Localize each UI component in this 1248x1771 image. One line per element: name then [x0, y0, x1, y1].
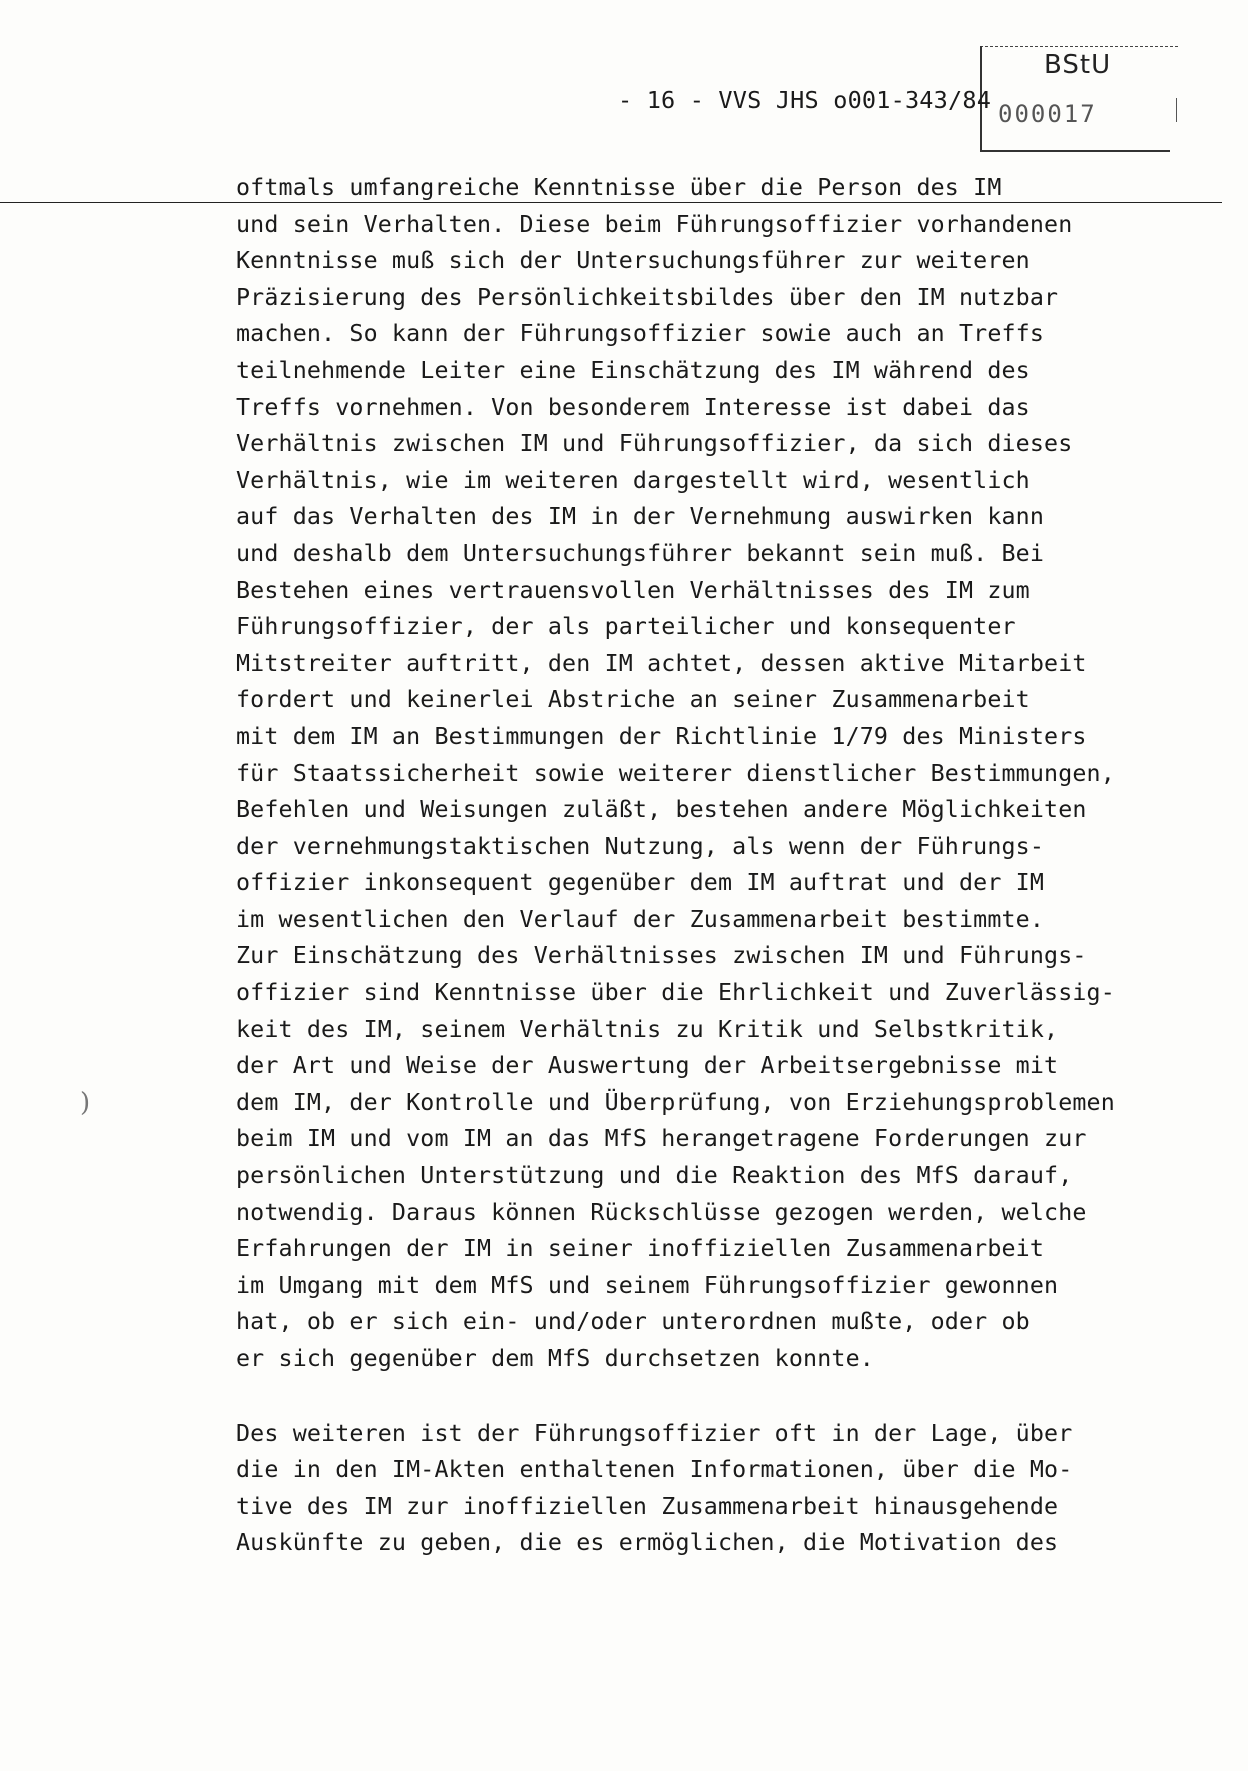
body-text	[236, 170, 1236, 1562]
text-line: im wesentlichen den Verlauf der Zusammenarbeit bestimmte.	[236, 905, 1045, 933]
stamp-page-number: 000017	[998, 100, 1097, 128]
stamp-right-tick	[1176, 98, 1177, 122]
text-line: er sich gegenüber dem MfS durchsetzen konnte.	[236, 1345, 874, 1372]
text-line: persönlichen Unterstützung und die Reaktion des MfS darauf,	[236, 1162, 1073, 1190]
text-line: offizier inkonsequent gegenüber dem IM auftrat und der IM	[236, 869, 1045, 897]
text-line: Präzisierung des Persönlichkeitsbildes über den IM nutzbar	[236, 283, 1059, 311]
text-line: Erfahrungen der IM in seiner inoffiziellen Zusammenarbeit	[236, 1235, 1045, 1263]
text-line: Verhältnis, wie im weiteren dargestellt wird, wesentlich	[236, 466, 1030, 494]
text-line: Verhältnis zwischen IM und Führungsoffizier, da sich dieses	[236, 430, 1073, 458]
text-line: die in den IM-Akten enthaltenen Informationen, über die Mo-	[236, 1456, 1073, 1484]
text-line: und deshalb dem Untersuchungsführer bekannt sein muß. Bei	[236, 539, 1045, 567]
text-line: oftmals umfangreiche Kenntnisse über die Person des IM	[236, 174, 1002, 201]
text-line: beim IM und vom IM an das MfS herangetragene Forderungen zur	[236, 1125, 1087, 1153]
paragraph	[236, 1416, 1236, 1562]
text-line: Zur Einschätzung des Verhältnisses zwischen IM und Führungs-	[236, 942, 1087, 970]
text-line: der Art und Weise der Auswertung der Arbeitsergebnisse mit	[236, 1052, 1059, 1080]
text-line: Des weiteren ist der Führungsoffizier oft in der Lage, über	[236, 1419, 1073, 1447]
text-line: hat, ob er sich ein- und/oder unterordnen mußte, oder ob	[236, 1308, 1030, 1336]
margin-mark: )	[80, 1088, 91, 1118]
text-line: dem IM, der Kontrolle und Überprüfung, von Erziehungsproblemen	[236, 1088, 1115, 1116]
stamp-bottom-border	[980, 150, 1170, 152]
text-line: der vernehmungstaktischen Nutzung, als wenn der Führungs-	[236, 832, 1045, 860]
text-line: Befehlen und Weisungen zuläßt, bestehen andere Möglichkeiten	[236, 796, 1087, 824]
text-line: keit des IM, seinem Verhältnis zu Kritik und Selbstkritik,	[236, 1015, 1059, 1043]
text-line: Treffs vornehmen. Von besonderem Interesse ist dabei das	[236, 393, 1030, 421]
text-line: und sein Verhalten. Diese beim Führungsoffizier vorhandenen	[236, 210, 1073, 238]
archive-stamp	[980, 42, 1178, 154]
text-line: offizier sind Kenntnisse über die Ehrlichkeit und Zuverlässig-	[236, 979, 1115, 1007]
text-line: machen. So kann der Führungsoffizier sowie auch an Treffs	[236, 320, 1045, 348]
text-line: Bestehen eines vertrauensvollen Verhältnisses des IM zum	[236, 576, 1030, 604]
text-line: im Umgang mit dem MfS und seinem Führungsoffizier gewonnen	[236, 1271, 1059, 1299]
stamp-top-border	[980, 46, 1178, 47]
text-line: Führungsoffizier, der als parteilicher und konsequenter	[236, 613, 1016, 641]
page-header-reference: - 16 - VVS JHS o001-343/84	[618, 86, 992, 114]
stamp-label: BStU	[1044, 50, 1112, 80]
text-line: notwendig. Daraus können Rückschlüsse gezogen werden, welche	[236, 1198, 1087, 1226]
text-line: Kenntnisse muß sich der Untersuchungsführer zur weiteren	[236, 247, 1030, 275]
text-line: für Staatssicherheit sowie weiterer dienstlicher Bestimmungen,	[236, 759, 1115, 787]
text-line: mit dem IM an Bestimmungen der Richtlinie 1/79 des Ministers	[236, 722, 1087, 750]
text-line: teilnehmende Leiter eine Einschätzung des IM während des	[236, 356, 1030, 384]
text-line: Mitstreiter auftritt, den IM achtet, dessen aktive Mitarbeit	[236, 649, 1087, 677]
text-line: Auskünfte zu geben, die es ermöglichen, die Motivation des	[236, 1529, 1059, 1557]
text-line: auf das Verhalten des IM in der Vernehmung auswirken kann	[236, 503, 1045, 531]
paragraph	[236, 170, 1236, 1378]
text-line: tive des IM zur inoffiziellen Zusammenarbeit hinausgehende	[236, 1492, 1059, 1520]
text-line: fordert und keinerlei Abstriche an seiner Zusammenarbeit	[236, 686, 1030, 714]
paragraph-gap	[236, 1378, 1236, 1416]
